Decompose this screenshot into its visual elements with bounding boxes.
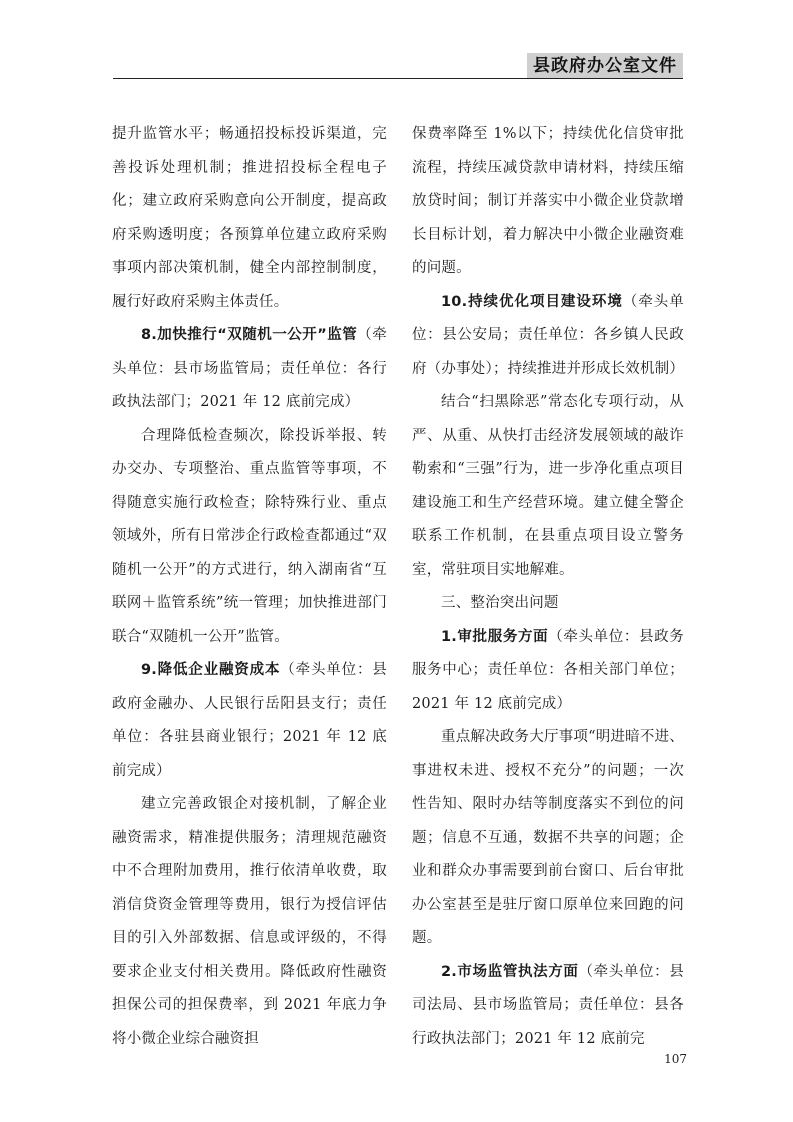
item-2-meta: （牵头单位：县司法局、县市场监管局；责任单位：县各行政执法部门；2021 年 12 底前完 <box>412 963 684 1047</box>
paragraph: 重点解决政务大厅事项“明进暗不进、事进权未进、授权不充分”的问题；一次性告知、限时办结等制度落实不到位的问题；信息不互通，数据不共享的问题；企业和群众办事需要到前台窗口、后台审批办公室甚至是驻厅窗口原单位来回跑的问题。 <box>412 729 684 946</box>
section-heading: 三、整治突出问题 <box>441 595 559 611</box>
left-column <box>112 118 387 1056</box>
item-1 <box>412 621 684 722</box>
paragraph: 提升监管水平；畅通招投标投诉渠道，完善投诉处理机制；推进招投标全程电子化；建立政府采购意向公开制度，提高政府采购透明度；各预算单位建立政府采购事项内部决策机制，健全内部控制制度，履行好政府采购主体责任。 <box>112 126 387 310</box>
item-1-title: 1.审批服务方面 <box>441 628 549 645</box>
item-2 <box>412 956 684 1057</box>
item-10 <box>412 286 684 387</box>
right-column <box>412 118 684 1056</box>
item-9-meta: （牵头单位：县政府金融办、人民银行岳阳县支行；责任单位：各驻县商业银行；2021 年 12 底前完成） <box>112 662 387 779</box>
item-10-title: 10.持续优化项目建设环境 <box>441 293 623 310</box>
item-8-title: 8.加快推行“双随机一公开”监管 <box>141 327 358 343</box>
item-9 <box>112 654 387 788</box>
item-8 <box>112 319 387 420</box>
item-2-title: 2.市场监管执法方面 <box>441 963 579 980</box>
item-8-meta: （牵头单位：县市场监管局；责任单位：各行政执法部门；2021 年 12 底前完成） <box>112 327 387 410</box>
item-9-title: 9.降低企业融资成本 <box>141 662 281 678</box>
paragraph: 结合“扫黑除恶”常态化专项行动，从严、从重、从快打击经济发展领域的敲诈勒索和“三强”行为，进一步净化重点项目建设施工和生产经营环境。建立健全警企联系工作机制，在县重点项目设立警务室，常驻项目实地解难。 <box>412 394 684 578</box>
paragraph: 建立完善政银企对接机制，了解企业融资需求，精准提供服务；清理规范融资中不合理附加费用，推行依清单收费，取消信贷资金管理等费用，银行为授信评估目的引入外部数据、信息或评级的，不得要求企业支付相关费用。降低政府性融资担保公司的担保费率，到 2021 年底力争将小微企业综合融资担 <box>112 796 387 1047</box>
item-10-meta: （牵头单位：县公安局；责任单位：各乡镇人民政府（办事处）；持续推进并形成长效机制） <box>412 293 685 377</box>
page-number: 107 <box>664 1052 687 1066</box>
header-title: 县政府办公室文件 <box>527 53 683 79</box>
header-divider <box>113 78 683 79</box>
paragraph: 合理降低检查频次，除投诉举报、转办交办、专项整治、重点监管等事项，不得随意实施行政检查；除特殊行业、重点领域外，所有日常涉企行政检查都通过“双随机一公开”的方式进行，纳入湖南省“互联网＋监管系统”统一管理；加快推进部门联合“双随机一公开”监管。 <box>112 427 387 645</box>
item-1-meta: （牵头单位：县政务服务中心；责任单位：各相关部门单位；2021 年 12 底前完成） <box>412 628 684 712</box>
paragraph: 保费率降至 1%以下；持续优化信贷审批流程，持续压减贷款申请材料，持续压缩放贷时间；制订并落实中小微企业贷款增长目标计划，着力解决中小微企业融资难的问题。 <box>412 126 684 276</box>
